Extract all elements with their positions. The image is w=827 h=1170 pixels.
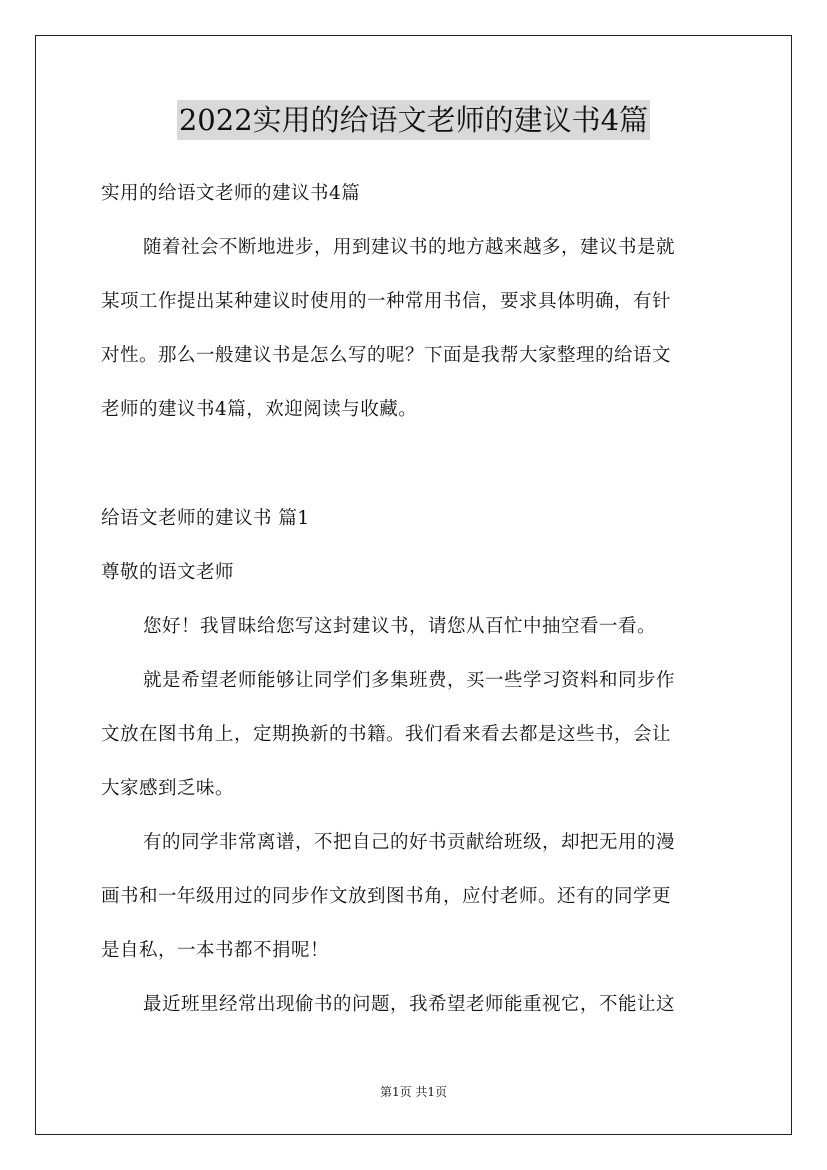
title-container: [0, 100, 827, 140]
body-line: 最近班里经常出现偷书的问题，我希望老师能重视它，不能让这: [143, 994, 676, 1015]
body-line: 有的同学非常离谱，不把自己的好书贡献给班级，却把无用的漫: [143, 832, 676, 853]
body-line: 您好！我冒昧给您写这封建议书，请您从百忙中抽空看一看。: [143, 616, 657, 637]
document-subtitle: 实用的给语文老师的建议书4篇: [101, 183, 361, 204]
body-line: 文放在图书角上，定期换新的书籍。我们看来看去都是这些书，会让: [101, 724, 672, 745]
intro-line: 对性。那么一般建议书是怎么写的呢？下面是我帮大家整理的给语文: [101, 345, 672, 366]
body-line: 画书和一年级用过的同步作文放到图书角，应付老师。还有的同学更: [101, 886, 672, 907]
section-heading: 给语文老师的建议书 篇1: [101, 508, 310, 529]
intro-line: 随着社会不断地进步，用到建议书的地方越来越多，建议书是就: [143, 237, 676, 258]
salutation: 尊敬的语文老师: [101, 562, 235, 583]
document-title: 2022实用的给语文老师的建议书4篇: [177, 100, 650, 140]
intro-line: 某项工作提出某种建议时使用的一种常用书信，要求具体明确，有针: [101, 291, 672, 312]
page-footer: 第1页 共1页: [379, 1085, 448, 1099]
body-line: 大家感到乏味。: [101, 778, 235, 799]
body-line: 是自私，一本书都不捐呢！: [101, 940, 330, 961]
body-line: 就是希望老师能够让同学们多集班费，买一些学习资料和同步作: [143, 670, 676, 691]
intro-line: 老师的建议书4篇，欢迎阅读与收藏。: [101, 399, 418, 420]
